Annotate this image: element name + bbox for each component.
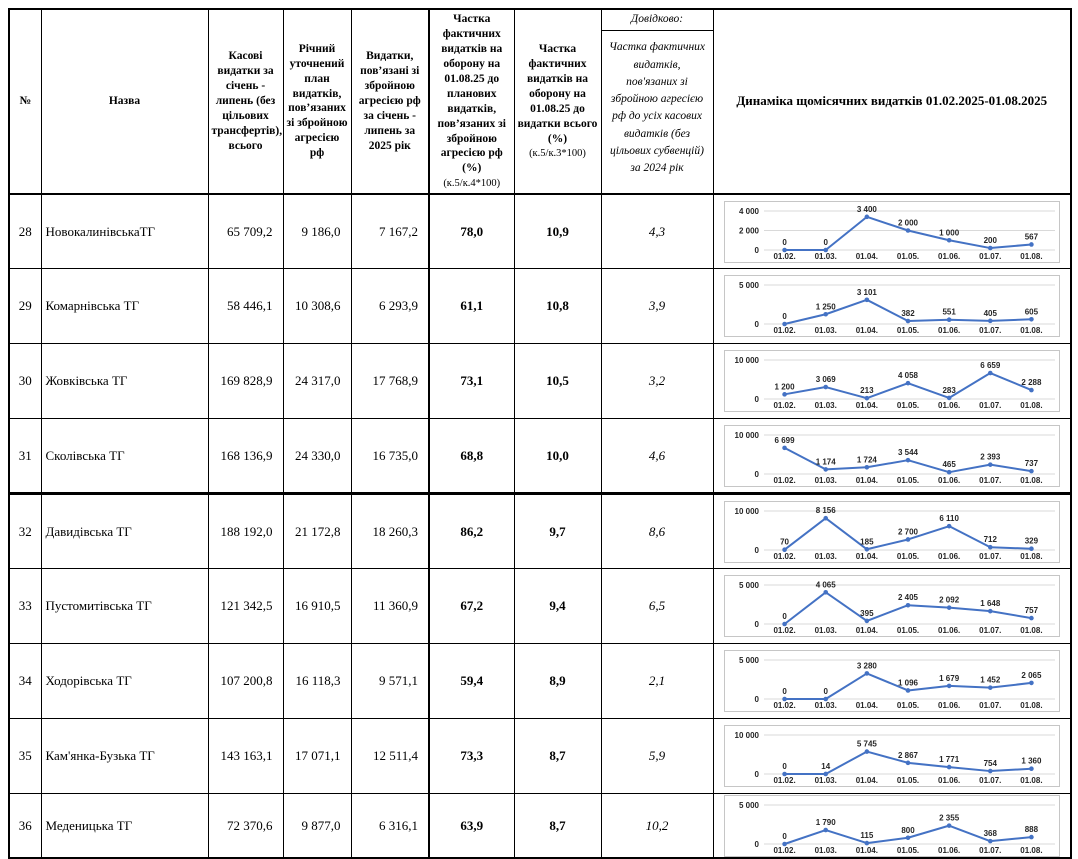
- cell-share-of-plan: 86,2: [429, 494, 514, 569]
- cell-cash-expenditures: 65 709,2: [208, 194, 283, 269]
- svg-text:1 724: 1 724: [856, 455, 877, 465]
- cell-row-number: 32: [9, 494, 41, 569]
- svg-text:01.08.: 01.08.: [1020, 475, 1043, 485]
- svg-text:0: 0: [754, 245, 759, 255]
- svg-text:2 867: 2 867: [897, 751, 918, 761]
- header-share-of-plan: [429, 9, 514, 194]
- svg-text:01.07.: 01.07.: [978, 475, 1002, 485]
- table-row: [9, 194, 1071, 269]
- svg-text:01.06.: 01.06.: [937, 475, 961, 485]
- table-row: [9, 794, 1071, 858]
- dynamics-chart: [714, 275, 1071, 337]
- reference-text: Частка фактичних видатків, пов'язаних зі збройною агресією рф до усіх касових видатків (без цільових субвенцій) за 2024 рік: [608, 41, 706, 175]
- table-row: [9, 419, 1071, 494]
- cell-annual-plan: 16 910,5: [283, 569, 351, 644]
- cell-annual-plan: 17 071,1: [283, 719, 351, 794]
- svg-text:567: 567: [1024, 232, 1038, 242]
- cell-ref-share-2024: 3,2: [601, 344, 713, 419]
- svg-text:5 000: 5 000: [738, 281, 759, 291]
- svg-text:0: 0: [782, 237, 787, 247]
- svg-text:465: 465: [942, 460, 956, 470]
- cell-row-number: 30: [9, 344, 41, 419]
- svg-text:01.07.: 01.07.: [978, 845, 1002, 855]
- svg-text:01.02.: 01.02.: [773, 401, 796, 411]
- svg-text:2 092: 2 092: [938, 596, 959, 606]
- svg-text:01.08.: 01.08.: [1020, 701, 1043, 711]
- svg-text:0: 0: [782, 612, 787, 622]
- svg-text:0: 0: [782, 312, 787, 322]
- cell-ref-share-2024: 6,5: [601, 569, 713, 644]
- svg-text:405: 405: [983, 309, 997, 319]
- table-row: [9, 719, 1071, 794]
- dynamics-chart: [714, 201, 1071, 263]
- cell-row-number: 31: [9, 419, 41, 494]
- svg-text:2 393: 2 393: [980, 452, 1001, 462]
- cell-cash-expenditures: 58 446,1: [208, 269, 283, 344]
- svg-text:01.08.: 01.08.: [1020, 401, 1043, 411]
- svg-text:1 360: 1 360: [1021, 757, 1042, 767]
- svg-text:01.03.: 01.03.: [814, 326, 837, 336]
- cell-cash-expenditures: 72 370,6: [208, 794, 283, 858]
- svg-text:01.07.: 01.07.: [978, 701, 1002, 711]
- svg-text:01.06.: 01.06.: [937, 251, 961, 261]
- cell-cash-expenditures: 107 200,8: [208, 644, 283, 719]
- cell-row-number: 29: [9, 269, 41, 344]
- cell-share-of-total: 10,5: [514, 344, 601, 419]
- svg-text:01.05.: 01.05.: [896, 475, 919, 485]
- cell-row-number: 35: [9, 719, 41, 794]
- cell-community-name: Кам'янка-Бузька ТГ: [41, 719, 208, 794]
- svg-text:737: 737: [1024, 459, 1038, 469]
- svg-text:368: 368: [983, 828, 997, 838]
- svg-text:0: 0: [754, 695, 759, 705]
- svg-text:01.07.: 01.07.: [978, 776, 1002, 786]
- cell-cash-expenditures: 143 163,1: [208, 719, 283, 794]
- svg-text:1 790: 1 790: [815, 817, 836, 827]
- svg-text:01.06.: 01.06.: [937, 551, 961, 561]
- cell-annual-plan: 24 317,0: [283, 344, 351, 419]
- svg-text:1 200: 1 200: [774, 382, 795, 392]
- svg-text:0: 0: [754, 620, 759, 630]
- svg-text:395: 395: [859, 609, 874, 619]
- svg-text:605: 605: [1024, 307, 1038, 317]
- svg-text:01.02.: 01.02.: [773, 326, 796, 336]
- svg-text:3 069: 3 069: [815, 375, 836, 385]
- svg-text:01.02.: 01.02.: [773, 626, 796, 636]
- cell-defense-expenditures: 17 768,9: [351, 344, 429, 419]
- svg-text:01.02.: 01.02.: [773, 475, 796, 485]
- cell-row-number: 36: [9, 794, 41, 858]
- svg-text:10 000: 10 000: [734, 731, 759, 741]
- svg-text:10 000: 10 000: [734, 506, 759, 516]
- svg-text:01.07.: 01.07.: [978, 401, 1002, 411]
- cell-annual-plan: 9 186,0: [283, 194, 351, 269]
- svg-text:70: 70: [779, 537, 789, 547]
- cell-community-name: Ходорівська ТГ: [41, 644, 208, 719]
- svg-text:1 648: 1 648: [980, 599, 1001, 609]
- svg-text:01.02.: 01.02.: [773, 776, 796, 786]
- cell-row-number: 34: [9, 644, 41, 719]
- svg-text:01.02.: 01.02.: [773, 551, 796, 561]
- svg-text:01.03.: 01.03.: [814, 401, 837, 411]
- svg-text:01.03.: 01.03.: [814, 251, 837, 261]
- svg-text:01.05.: 01.05.: [896, 326, 919, 336]
- cell-share-of-plan: 73,3: [429, 719, 514, 794]
- cell-defense-expenditures: 16 735,0: [351, 419, 429, 494]
- svg-text:0: 0: [823, 687, 828, 697]
- cell-defense-expenditures: 7 167,2: [351, 194, 429, 269]
- table-row: [9, 344, 1071, 419]
- cell-community-name: Жовківська ТГ: [41, 344, 208, 419]
- cell-cash-expenditures: 121 342,5: [208, 569, 283, 644]
- svg-text:1 096: 1 096: [897, 678, 918, 688]
- svg-text:1 771: 1 771: [938, 755, 959, 765]
- svg-text:01.03.: 01.03.: [814, 845, 837, 855]
- svg-text:329: 329: [1024, 536, 1038, 546]
- header-defense-expenditures: Видатки, пов’язані зі збройною агресією рф за січень - липень за 2025 рік: [351, 9, 429, 194]
- svg-text:0: 0: [754, 770, 759, 780]
- cell-dynamics: [713, 719, 1071, 794]
- cell-community-name: Сколівська ТГ: [41, 419, 208, 494]
- cell-community-name: Комарнівська ТГ: [41, 269, 208, 344]
- cell-ref-share-2024: 4,3: [601, 194, 713, 269]
- svg-text:1 250: 1 250: [815, 302, 836, 312]
- svg-text:0: 0: [782, 687, 787, 697]
- svg-text:01.04.: 01.04.: [855, 326, 878, 336]
- svg-text:01.04.: 01.04.: [855, 551, 878, 561]
- svg-text:6 699: 6 699: [774, 435, 795, 445]
- cell-share-of-total: 8,7: [514, 794, 601, 858]
- cell-cash-expenditures: 168 136,9: [208, 419, 283, 494]
- table-row: [9, 644, 1071, 719]
- svg-text:1 452: 1 452: [980, 676, 1001, 686]
- svg-text:6 659: 6 659: [980, 361, 1001, 371]
- svg-text:5 000: 5 000: [738, 581, 759, 591]
- svg-text:01.08.: 01.08.: [1020, 551, 1043, 561]
- svg-text:2 065: 2 065: [1021, 671, 1042, 681]
- dynamics-chart: [714, 575, 1071, 637]
- cell-share-of-plan: 61,1: [429, 269, 514, 344]
- svg-text:01.05.: 01.05.: [896, 551, 919, 561]
- header-number: №: [9, 9, 41, 194]
- svg-text:5 000: 5 000: [738, 800, 759, 810]
- cell-share-of-total: 10,8: [514, 269, 601, 344]
- cell-row-number: 28: [9, 194, 41, 269]
- svg-text:5 000: 5 000: [738, 656, 759, 666]
- svg-text:01.04.: 01.04.: [855, 776, 878, 786]
- svg-text:2 000: 2 000: [897, 218, 918, 228]
- header-share-of-plan-formula: (к.5/к.4*100): [443, 178, 501, 190]
- cell-annual-plan: 24 330,0: [283, 419, 351, 494]
- svg-text:01.05.: 01.05.: [896, 701, 919, 711]
- svg-text:01.03.: 01.03.: [814, 776, 837, 786]
- header-share-of-total-formula: (к.5/к.3*100): [529, 148, 586, 160]
- cell-annual-plan: 9 877,0: [283, 794, 351, 858]
- svg-text:01.05.: 01.05.: [896, 845, 919, 855]
- svg-text:01.08.: 01.08.: [1020, 251, 1043, 261]
- cell-community-name: Меденицька ТГ: [41, 794, 208, 858]
- table-row: [9, 269, 1071, 344]
- dynamics-chart: [714, 425, 1071, 487]
- svg-text:01.08.: 01.08.: [1020, 326, 1043, 336]
- cell-share-of-plan: 68,8: [429, 419, 514, 494]
- svg-text:01.07.: 01.07.: [978, 326, 1002, 336]
- svg-text:185: 185: [859, 537, 874, 547]
- svg-text:01.02.: 01.02.: [773, 251, 796, 261]
- cell-share-of-total: 10,9: [514, 194, 601, 269]
- cell-dynamics: [713, 194, 1071, 269]
- header-reference: [601, 9, 713, 194]
- reference-label: Довідково:: [602, 10, 713, 31]
- svg-text:1 679: 1 679: [938, 674, 959, 684]
- cell-share-of-total: 10,0: [514, 419, 601, 494]
- header-name: Назва: [41, 9, 208, 194]
- svg-text:01.03.: 01.03.: [814, 551, 837, 561]
- svg-text:01.04.: 01.04.: [855, 251, 878, 261]
- svg-text:01.08.: 01.08.: [1020, 626, 1043, 636]
- svg-text:01.06.: 01.06.: [937, 701, 961, 711]
- expenditures-table: [8, 8, 1072, 859]
- cell-ref-share-2024: 5,9: [601, 719, 713, 794]
- cell-ref-share-2024: 3,9: [601, 269, 713, 344]
- svg-text:01.04.: 01.04.: [855, 401, 878, 411]
- cell-annual-plan: 16 118,3: [283, 644, 351, 719]
- svg-text:200: 200: [983, 235, 997, 245]
- svg-text:283: 283: [942, 386, 956, 396]
- svg-text:01.06.: 01.06.: [937, 845, 961, 855]
- svg-text:0: 0: [782, 831, 787, 841]
- dynamics-chart: [714, 725, 1071, 787]
- header-share-of-total-text: Частка фактичних видатків на оборону на 01.08.25 до видатки всього (%): [517, 42, 598, 145]
- cell-dynamics: [713, 269, 1071, 344]
- svg-text:01.08.: 01.08.: [1020, 776, 1043, 786]
- dynamics-chart: [714, 501, 1071, 563]
- svg-text:01.05.: 01.05.: [896, 251, 919, 261]
- svg-text:01.02.: 01.02.: [773, 845, 796, 855]
- svg-text:3 280: 3 280: [856, 661, 877, 671]
- svg-text:01.07.: 01.07.: [978, 626, 1002, 636]
- svg-text:115: 115: [860, 830, 874, 840]
- dynamics-chart: [714, 350, 1071, 412]
- cell-defense-expenditures: 18 260,3: [351, 494, 429, 569]
- cell-share-of-plan: 73,1: [429, 344, 514, 419]
- svg-text:4 000: 4 000: [738, 206, 759, 216]
- cell-community-name: Давидівська ТГ: [41, 494, 208, 569]
- cell-dynamics: [713, 644, 1071, 719]
- svg-text:01.03.: 01.03.: [814, 475, 837, 485]
- svg-text:0: 0: [823, 237, 828, 247]
- cell-ref-share-2024: 2,1: [601, 644, 713, 719]
- svg-text:4 065: 4 065: [815, 580, 836, 590]
- svg-text:800: 800: [901, 825, 915, 835]
- cell-dynamics: [713, 794, 1071, 858]
- cell-community-name: Пустомитівська ТГ: [41, 569, 208, 644]
- cell-share-of-plan: 78,0: [429, 194, 514, 269]
- svg-text:01.04.: 01.04.: [855, 475, 878, 485]
- cell-ref-share-2024: 10,2: [601, 794, 713, 858]
- header-annual-plan: Річний уточнений план видатків, пов’язаних зі збройною агресією рф: [283, 9, 351, 194]
- svg-text:01.06.: 01.06.: [937, 401, 961, 411]
- svg-text:2 000: 2 000: [738, 226, 759, 236]
- cell-defense-expenditures: 6 316,1: [351, 794, 429, 858]
- cell-share-of-plan: 59,4: [429, 644, 514, 719]
- svg-text:14: 14: [821, 762, 830, 772]
- svg-text:01.06.: 01.06.: [937, 776, 961, 786]
- cell-dynamics: [713, 344, 1071, 419]
- svg-text:10 000: 10 000: [734, 430, 759, 440]
- cell-community-name: НовокалинівськаТГ: [41, 194, 208, 269]
- svg-text:01.05.: 01.05.: [896, 626, 919, 636]
- svg-text:0: 0: [782, 762, 787, 772]
- svg-text:0: 0: [754, 320, 759, 330]
- dynamics-chart: [714, 650, 1071, 712]
- header-share-of-total: [514, 9, 601, 194]
- cell-defense-expenditures: 11 360,9: [351, 569, 429, 644]
- svg-text:01.06.: 01.06.: [937, 626, 961, 636]
- svg-text:3 544: 3 544: [897, 448, 918, 458]
- cell-defense-expenditures: 9 571,1: [351, 644, 429, 719]
- table-row: [9, 494, 1071, 569]
- cell-share-of-plan: 67,2: [429, 569, 514, 644]
- svg-text:01.05.: 01.05.: [896, 401, 919, 411]
- cell-share-of-total: 9,4: [514, 569, 601, 644]
- cell-row-number: 33: [9, 569, 41, 644]
- svg-text:01.02.: 01.02.: [773, 701, 796, 711]
- cell-annual-plan: 21 172,8: [283, 494, 351, 569]
- header-dynamics: Динаміка щомісячних видатків 01.02.2025-01.08.2025: [713, 9, 1071, 194]
- table-body: [9, 194, 1071, 858]
- header-share-of-plan-text: Частка фактичних видатків на оборону на 01.08.25 до планових видатків, пов’язаних зі збройною агресією рф (%): [437, 13, 506, 175]
- cell-dynamics: [713, 569, 1071, 644]
- svg-text:2 355: 2 355: [938, 813, 959, 823]
- cell-dynamics: [713, 419, 1071, 494]
- svg-text:5 745: 5 745: [856, 740, 877, 750]
- cell-dynamics: [713, 494, 1071, 569]
- cell-ref-share-2024: 4,6: [601, 419, 713, 494]
- svg-text:01.04.: 01.04.: [855, 701, 878, 711]
- cell-share-of-total: 8,7: [514, 719, 601, 794]
- svg-text:213: 213: [859, 386, 874, 396]
- svg-text:01.06.: 01.06.: [937, 326, 961, 336]
- svg-text:757: 757: [1024, 606, 1038, 616]
- svg-text:4 058: 4 058: [897, 371, 918, 381]
- cell-share-of-plan: 63,9: [429, 794, 514, 858]
- svg-text:01.04.: 01.04.: [855, 626, 878, 636]
- cell-share-of-total: 9,7: [514, 494, 601, 569]
- cell-ref-share-2024: 8,6: [601, 494, 713, 569]
- svg-text:551: 551: [942, 308, 956, 318]
- svg-text:0: 0: [754, 545, 759, 555]
- svg-text:0: 0: [754, 839, 759, 849]
- cell-share-of-total: 8,9: [514, 644, 601, 719]
- cell-defense-expenditures: 6 293,9: [351, 269, 429, 344]
- svg-text:0: 0: [754, 395, 759, 405]
- cell-cash-expenditures: 169 828,9: [208, 344, 283, 419]
- table-row: [9, 569, 1071, 644]
- svg-text:3 101: 3 101: [856, 288, 877, 298]
- header-cash-expenditures: Касові видатки за січень - липень (без цільових трансфертів), всього: [208, 9, 283, 194]
- svg-text:01.05.: 01.05.: [896, 776, 919, 786]
- svg-text:1 174: 1 174: [815, 457, 836, 467]
- svg-text:01.04.: 01.04.: [855, 845, 878, 855]
- svg-text:3 400: 3 400: [856, 204, 877, 214]
- svg-text:0: 0: [754, 469, 759, 479]
- svg-text:712: 712: [983, 535, 997, 545]
- svg-text:01.08.: 01.08.: [1020, 845, 1043, 855]
- svg-text:382: 382: [901, 309, 915, 319]
- header-row: [9, 9, 1071, 194]
- svg-text:8 156: 8 156: [815, 506, 836, 516]
- svg-text:6 110: 6 110: [939, 514, 959, 524]
- svg-text:1 000: 1 000: [938, 227, 959, 237]
- cell-cash-expenditures: 188 192,0: [208, 494, 283, 569]
- svg-text:01.07.: 01.07.: [978, 251, 1002, 261]
- cell-defense-expenditures: 12 511,4: [351, 719, 429, 794]
- svg-text:888: 888: [1024, 824, 1038, 834]
- svg-text:2 700: 2 700: [897, 527, 918, 537]
- svg-text:754: 754: [983, 759, 997, 769]
- svg-text:2 288: 2 288: [1021, 378, 1042, 388]
- svg-text:10 000: 10 000: [734, 356, 759, 366]
- svg-text:01.03.: 01.03.: [814, 701, 837, 711]
- svg-text:01.03.: 01.03.: [814, 626, 837, 636]
- cell-annual-plan: 10 308,6: [283, 269, 351, 344]
- svg-text:2 405: 2 405: [897, 593, 918, 603]
- dynamics-chart: [714, 795, 1071, 857]
- svg-text:01.07.: 01.07.: [978, 551, 1002, 561]
